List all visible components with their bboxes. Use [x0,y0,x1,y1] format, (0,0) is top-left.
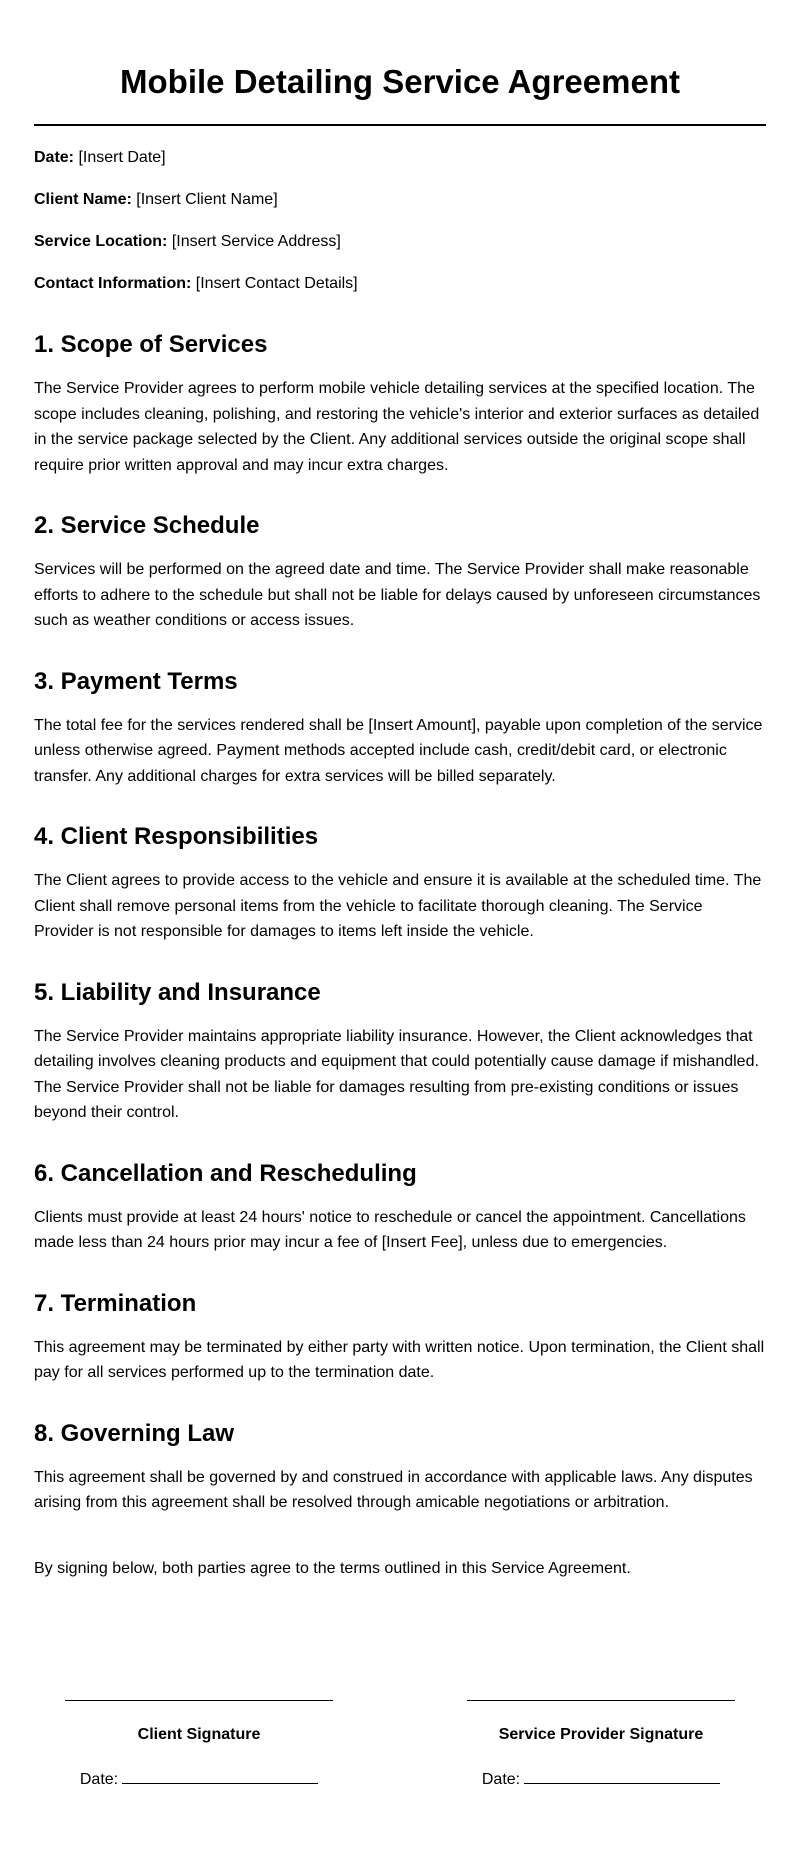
client-signature-line[interactable] [65,1700,333,1701]
title-divider [34,124,766,126]
section-heading: 5. Liability and Insurance [34,978,321,1006]
section-body: This agreement shall be governed by and construed in accordance with applicable laws. Any disputes arising from this agreement shall be resolved through amicable negotiations or arbitration. [34,1468,753,1511]
client-name-value: [Insert Client Name] [136,191,278,208]
document-title: Mobile Detailing Service Agreement [120,63,680,100]
section-body: Clients must provide at least 24 hours' notice to reschedule or cancel the appointment. Cancellations made less than 24 hours prior may incur a fee of [Insert Fee], unless due to emergencies. [34,1208,746,1251]
provider-date-label: Date: [481,1771,521,1788]
signature-area [34,1700,766,1820]
section-heading: 3. Payment Terms [34,667,238,695]
section-cancellation-and-rescheduling [34,1159,766,1256]
provider-signature-block [436,1700,766,1790]
section-heading: 6. Cancellation and Rescheduling [34,1159,417,1187]
section-body: Services will be performed on the agreed date and time. The Service Provider shall make reasonable efforts to adhere to the schedule but shall not be liable for delays caused by unforeseen circumstances such as weather conditions or access issues. [34,561,761,629]
section-body: The Client agrees to provide access to the vehicle and ensure it is available at the scheduled time. The Client shall remove personal items from the vehicle to facilitate thorough cleaning. The Service Provider is not responsible for damages to items left inside the vehicle. [34,872,762,940]
section-client-responsibilities [34,822,766,945]
section-scope-of-services [34,330,766,478]
client-date-field [34,1768,364,1790]
section-liability-and-insurance [34,978,766,1126]
contact-information-value: [Insert Contact Details] [195,275,358,292]
section-body: The Service Provider agrees to perform mobile vehicle detailing services at the specified location. The scope includes cleaning, polishing, and restoring the vehicle's interior and exterior surfaces as detailed in the service package selected by the Client. Any additional services outside the original scope shall require prior written approval and may incur extra charges. [34,380,760,474]
section-body: The Service Provider maintains appropriate liability insurance. However, the Client acknowledges that detailing involves cleaning products and equipment that could potentially cause damage if mishandled. The Service Provider shall not be liable for damages resulting from pre-existing conditions or issues beyond their control. [34,1027,759,1121]
provider-signature-line[interactable] [467,1700,735,1701]
client-signature-block [34,1700,364,1790]
service-location-value: [Insert Service Address] [171,233,341,250]
client-name-label: Client Name: [34,191,132,208]
closing-statement: By signing below, both parties agree to the terms outlined in this Service Agreement. [34,1559,631,1577]
section-payment-terms [34,667,766,790]
date-value: [Insert Date] [78,149,166,166]
section-body: This agreement may be terminated by either party with written notice. Upon termination, the Client shall pay for all services performed up to the termination date. [34,1338,765,1381]
section-heading: 8. Governing Law [34,1419,235,1447]
date-label: Date: [34,149,75,166]
date-field [34,148,766,168]
section-termination [34,1289,766,1386]
contact-information-field [34,274,766,294]
provider-signature-label: Service Provider Signature [498,1726,704,1743]
service-location-field [34,232,766,252]
section-heading: 7. Termination [34,1289,197,1317]
client-date-line[interactable] [122,1768,318,1784]
section-heading: 1. Scope of Services [34,331,268,358]
client-name-field [34,190,766,210]
provider-date-line[interactable] [524,1768,720,1784]
section-service-schedule [34,511,766,634]
section-heading: 2. Service Schedule [34,512,260,539]
client-signature-label: Client Signature [137,1726,261,1743]
client-date-label: Date: [79,1771,119,1788]
section-governing-law [34,1419,766,1516]
agreement-details [34,148,766,294]
contact-information-label: Contact Information: [34,275,192,292]
provider-date-field [436,1768,766,1790]
section-heading: 4. Client Responsibilities [34,823,319,850]
section-body: The total fee for the services rendered shall be [Insert Amount], payable upon completion of the service unless otherwise agreed. Payment methods accepted include cash, credit/debit card, or electronic transfer. Any additional charges for extra services will be billed separately. [34,716,763,785]
service-location-label: Service Location: [34,233,168,250]
